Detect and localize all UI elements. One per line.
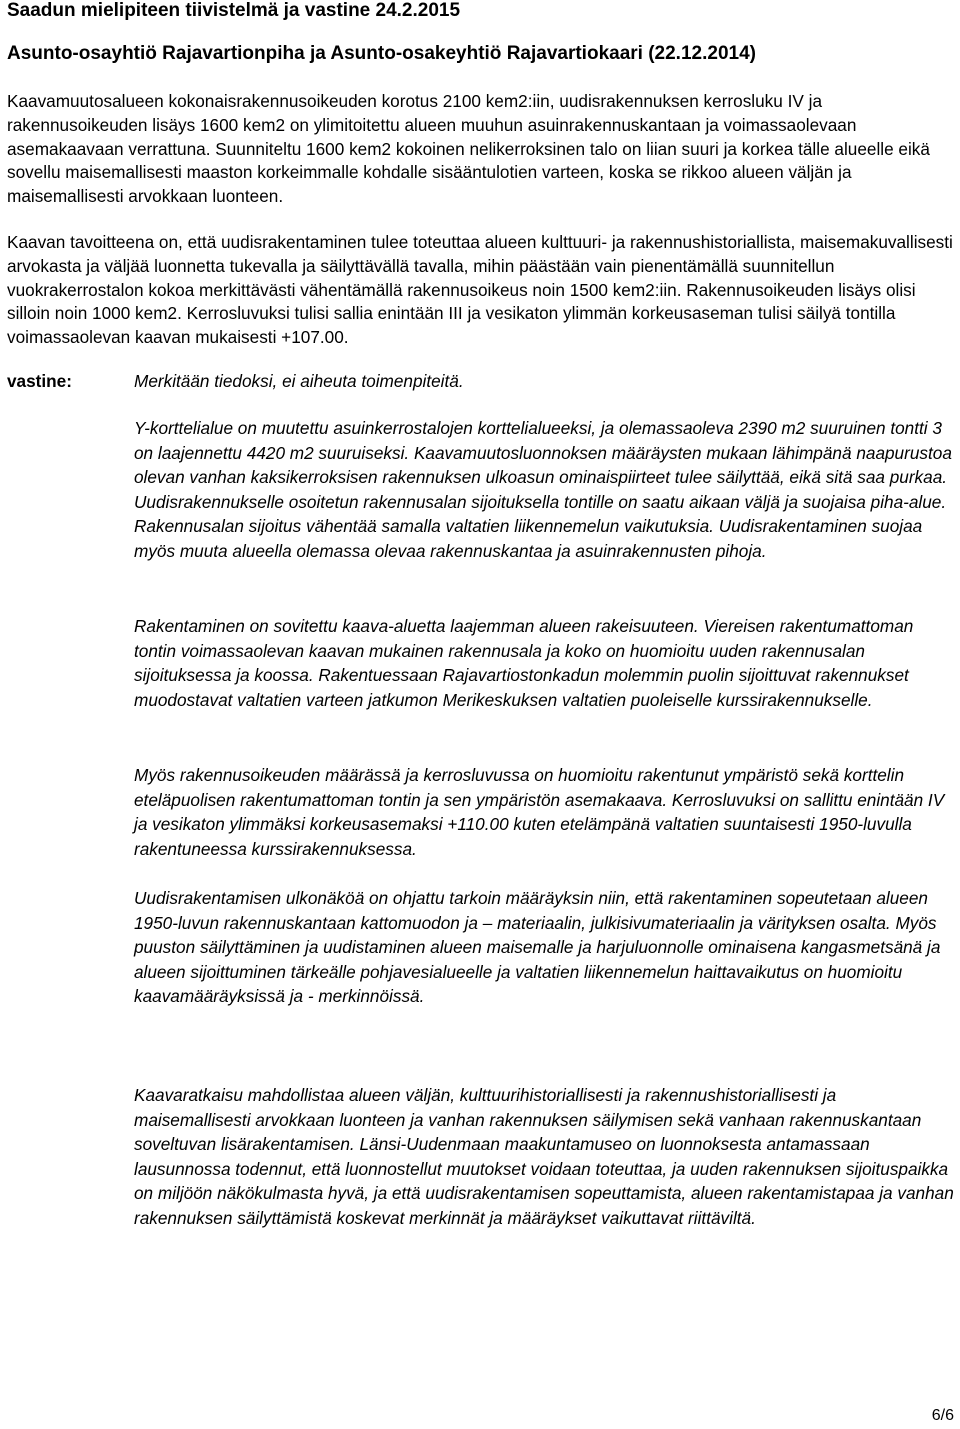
opinion-paragraph: Kaavan tavoitteena on, että uudisrakentaminen tulee toteuttaa alueen kulttuuri- ja rakennushistoriallista, maisemakuvallisesti arvokasta ja väljää luonnetta tukevalla ja säilyttävällä tavalla, mihin päästään vain pienentämällä suunnitellun vuokrakerrostalon kokoa merkittävästi vähentämällä rakennusoikeus noin 1500 kem2:iin. Rakennusoikeuden lisäys olisi silloin noin 1000 kem2. Kerrosluvuksi tulisi sallia enintään III ja vesikaton ylimmän korkeusaseman tulisi säilyä tontilla voimassaolevan kaavan mukaisesti +107.00. <box>7 232 953 348</box>
response-paragraph: Rakentaminen on sovitettu kaava-aluetta laajemman alueen rakeisuuteen. Viereisen rakentumattoman tontin voimassaolevan kaavan mukainen rakennusala ja koko on huomioitu uuden rakennusalan sijoituksessa ja koossa. Rakentuessaan Rajavartiostonkadun molemmin puolin sijoittuvat rakennukset muodostavat valtatien varteen jatkumon Merikeskuksen valtatien puoleiselle kurssirakennukselle. <box>134 616 914 710</box>
response-paragraph: Merkitään tiedoksi, ei aiheuta toimenpiteitä. <box>134 371 464 391</box>
page-number: 6/6 <box>931 1407 954 1424</box>
response-paragraph: Uudisrakentamisen ulkonäköä on ohjattu tarkoin määräyksin niin, että rakentaminen sopeutetaan alueen 1950-luvun rakennuskantaan kattomuodon ja – materiaalin, julkisivumateriaalin ja värityksen osalta. Myös puuston säilyttäminen ja uudistaminen alueen maisemalle ja harjuluonnolle ominaisena kangasmetsänä ja alueen sijoittuminen tärkeälle pohjavesialueelle ja valtatien liikennemelun haittavaikutus on huomioitu kaavamääräyksissä ja - merkinnöissä. <box>134 888 941 1007</box>
opinion-paragraph: Kaavamuutosalueen kokonaisrakennusoikeuden korotus 2100 kem2:iin, uudisrakennuksen kerrosluku IV ja rakennusoikeuden lisäys 1600 kem2 on ylimitoitettu alueen muuhun asuinrakennuskantaan ja voimassaolevaan asemakaavaan verrattuna. Suunniteltu 1600 kem2 kokoinen nelikerroksinen talo on liian suuri ja korkea tälle alueelle eikä sovellu maisemallisesti maaston korkeimmalle kohdalle sisääntulotien varteen, koska se rikkoo alueen väljän ja maisemallisesti arvokkaan luonteen. <box>7 91 930 207</box>
document-title: Saadun mielipiteen tiivistelmä ja vastine 24.2.2015 <box>7 0 461 21</box>
response-paragraph: Myös rakennusoikeuden määrässä ja kerrosluvussa on huomioitu rakentunut ympäristö sekä korttelin eteläpuolisen rakentumattoman tontin ja sen ympäristön asemakaava. Kerrosluvuksi on sallittu enintään IV ja vesikaton ylimmäksi korkeusasemaksi +110.00 kuten etelämpänä valtatien suuntaisesti 1950-luvulla rakentuneessa kurssirakennuksessa. <box>134 765 945 859</box>
document-subtitle: Asunto-osayhtiö Rajavartionpiha ja Asunto-osakeyhtiö Rajavartiokaari (22.12.2014) <box>7 43 756 64</box>
response-paragraph: Y-korttelialue on muutettu asuinkerrostalojen korttelialueeksi, ja olemassaoleva 2390 m2 suuruinen tontti 3 on laajennettu 4420 m2 suuruiseksi. Kaavamuutosluonnoksen määräysten mukaan lähimpänä naapurustoa olevan vanhan kaksikerroksisen rakennuksen ulkoasun ominaispiirteet tulee säilyttää, eikä sitä saa purkaa. Uudisrakennukselle osoitetun rakennusalan sijoituksella tontille on saatu aikaan väljä ja suojaisa piha-alue. Rakennusalan sijoitus vähentää samalla valtatien liikennemelun vaikutuksia. Uudisrakentaminen suojaa myös muuta alueella olemassa olevaa rakennuskantaa ja asuinrakennusten pihoja. <box>134 418 952 561</box>
response-paragraph: Kaavaratkaisu mahdollistaa alueen väljän, kulttuurihistoriallisesti ja rakennushistoriallisesti ja maisemallisesti arvokkaan luonteen ja vanhan rakennuksen säilymisen sekä vanhaan rakennuskantaan soveltuvan lisärakentamisen. Länsi-Uudenmaan maakuntamuseo on luonnoksesta antamassaan lausunnossa todennut, että luonnostellut muutokset voidaan toteuttaa, ja uuden rakennuksen sijoituspaikka on miljöön näkökulmasta hyvä, ja että uudisrakentamisen sopeuttamista, alueen rakentamistapaa ja vanhan rakennuksen säilyttämistä koskevat merkinnät ja määräykset vaikuttavat riittäviltä. <box>134 1085 954 1228</box>
response-label: vastine: <box>7 371 72 391</box>
